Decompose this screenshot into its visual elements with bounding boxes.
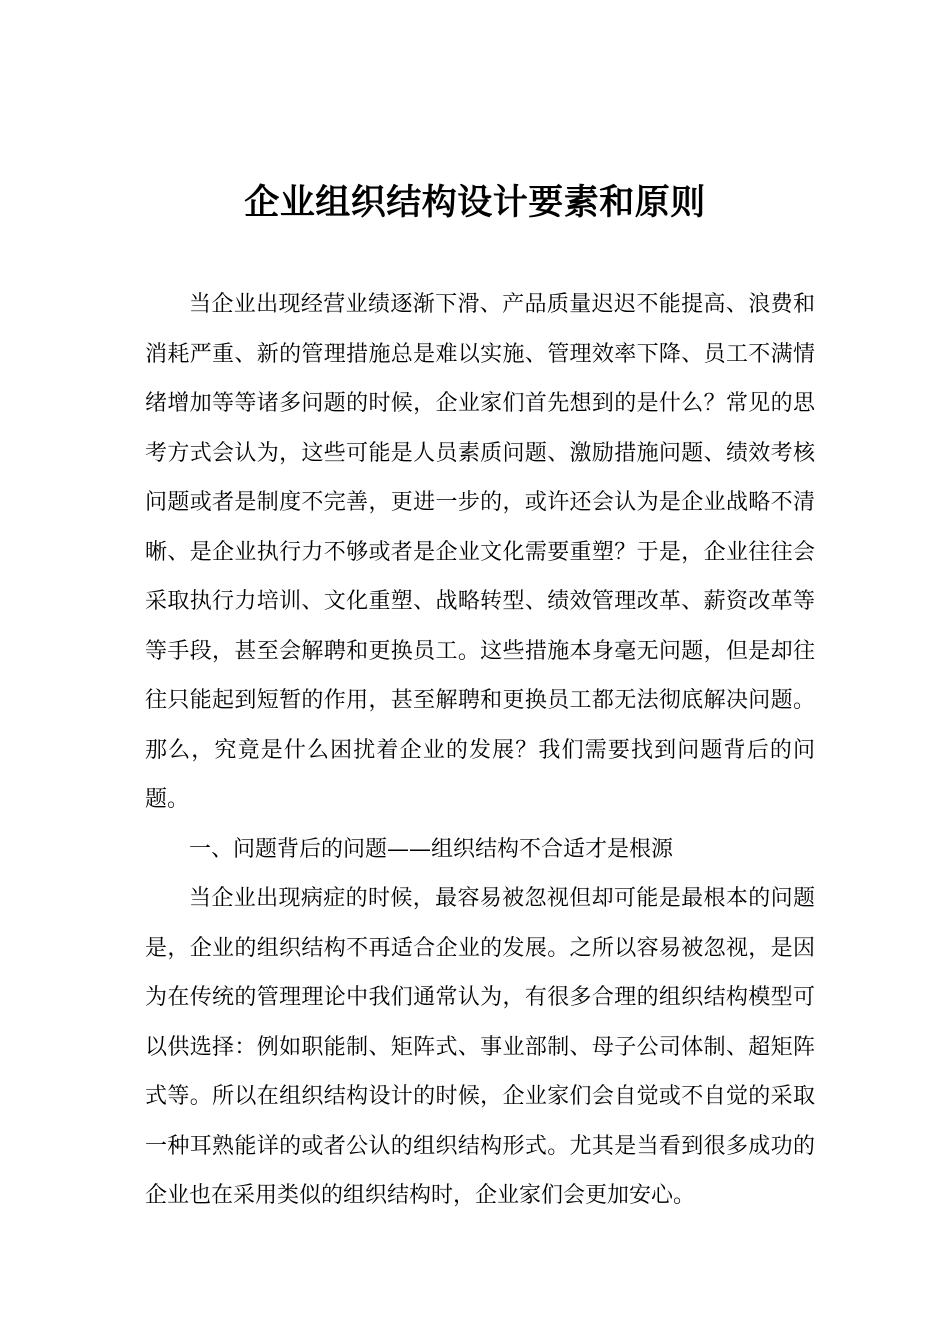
section-heading-1: 一、问题背后的问题——组织结构不合适才是根源 [189,836,674,862]
document-title: 企业组织结构设计要素和原则 [244,182,706,223]
paragraph-intro: 当企业出现经营业绩逐渐下滑、产品质量迟迟不能提高、浪费和消耗严重、新的管理措施总是难以实施、管理效率下降、员工不满情绪增加等等诸多问题的时候，企业家们首先想到的是什么？常见的思考方式会认为，这些可能是人员素质问题、激励措施问题、绩效考核问题或者是制度不完善，更进一步的，或许还会认为是企业战略不清晰、是企业执行力不够或者是企业文化需要重塑？于是，企业往往会采取执行力培训、文化重塑、战略转型、绩效管理改革、薪资改革等等手段，甚至会解聘和更换员工。这些措施本身毫无问题，但是却往往只能起到短暂的作用，甚至解聘和更换员工都无法彻底解决问题。那么，究竟是什么困扰着企业的发展？我们需要找到问题背后的问题。 [145,292,815,812]
document-body [145,280,815,1221]
paragraph-section-1: 当企业出现病症的时候，最容易被忽视但却可能是最根本的问题是，企业的组织结构不再适合企业的发展。之所以容易被忽视，是因为在传统的管理理论中我们通常认为，有很多合理的组织结构模型可以供选择：例如职能制、矩阵式、事业部制、母子公司体制、超矩阵式等。所以在组织结构设计的时候，企业家们会自觉或不自觉的采取一种耳熟能详的或者公认的组织结构形式。尤其是当看到很多成功的企业也在采用类似的组织结构时，企业家们会更加安心。 [145,886,815,1208]
